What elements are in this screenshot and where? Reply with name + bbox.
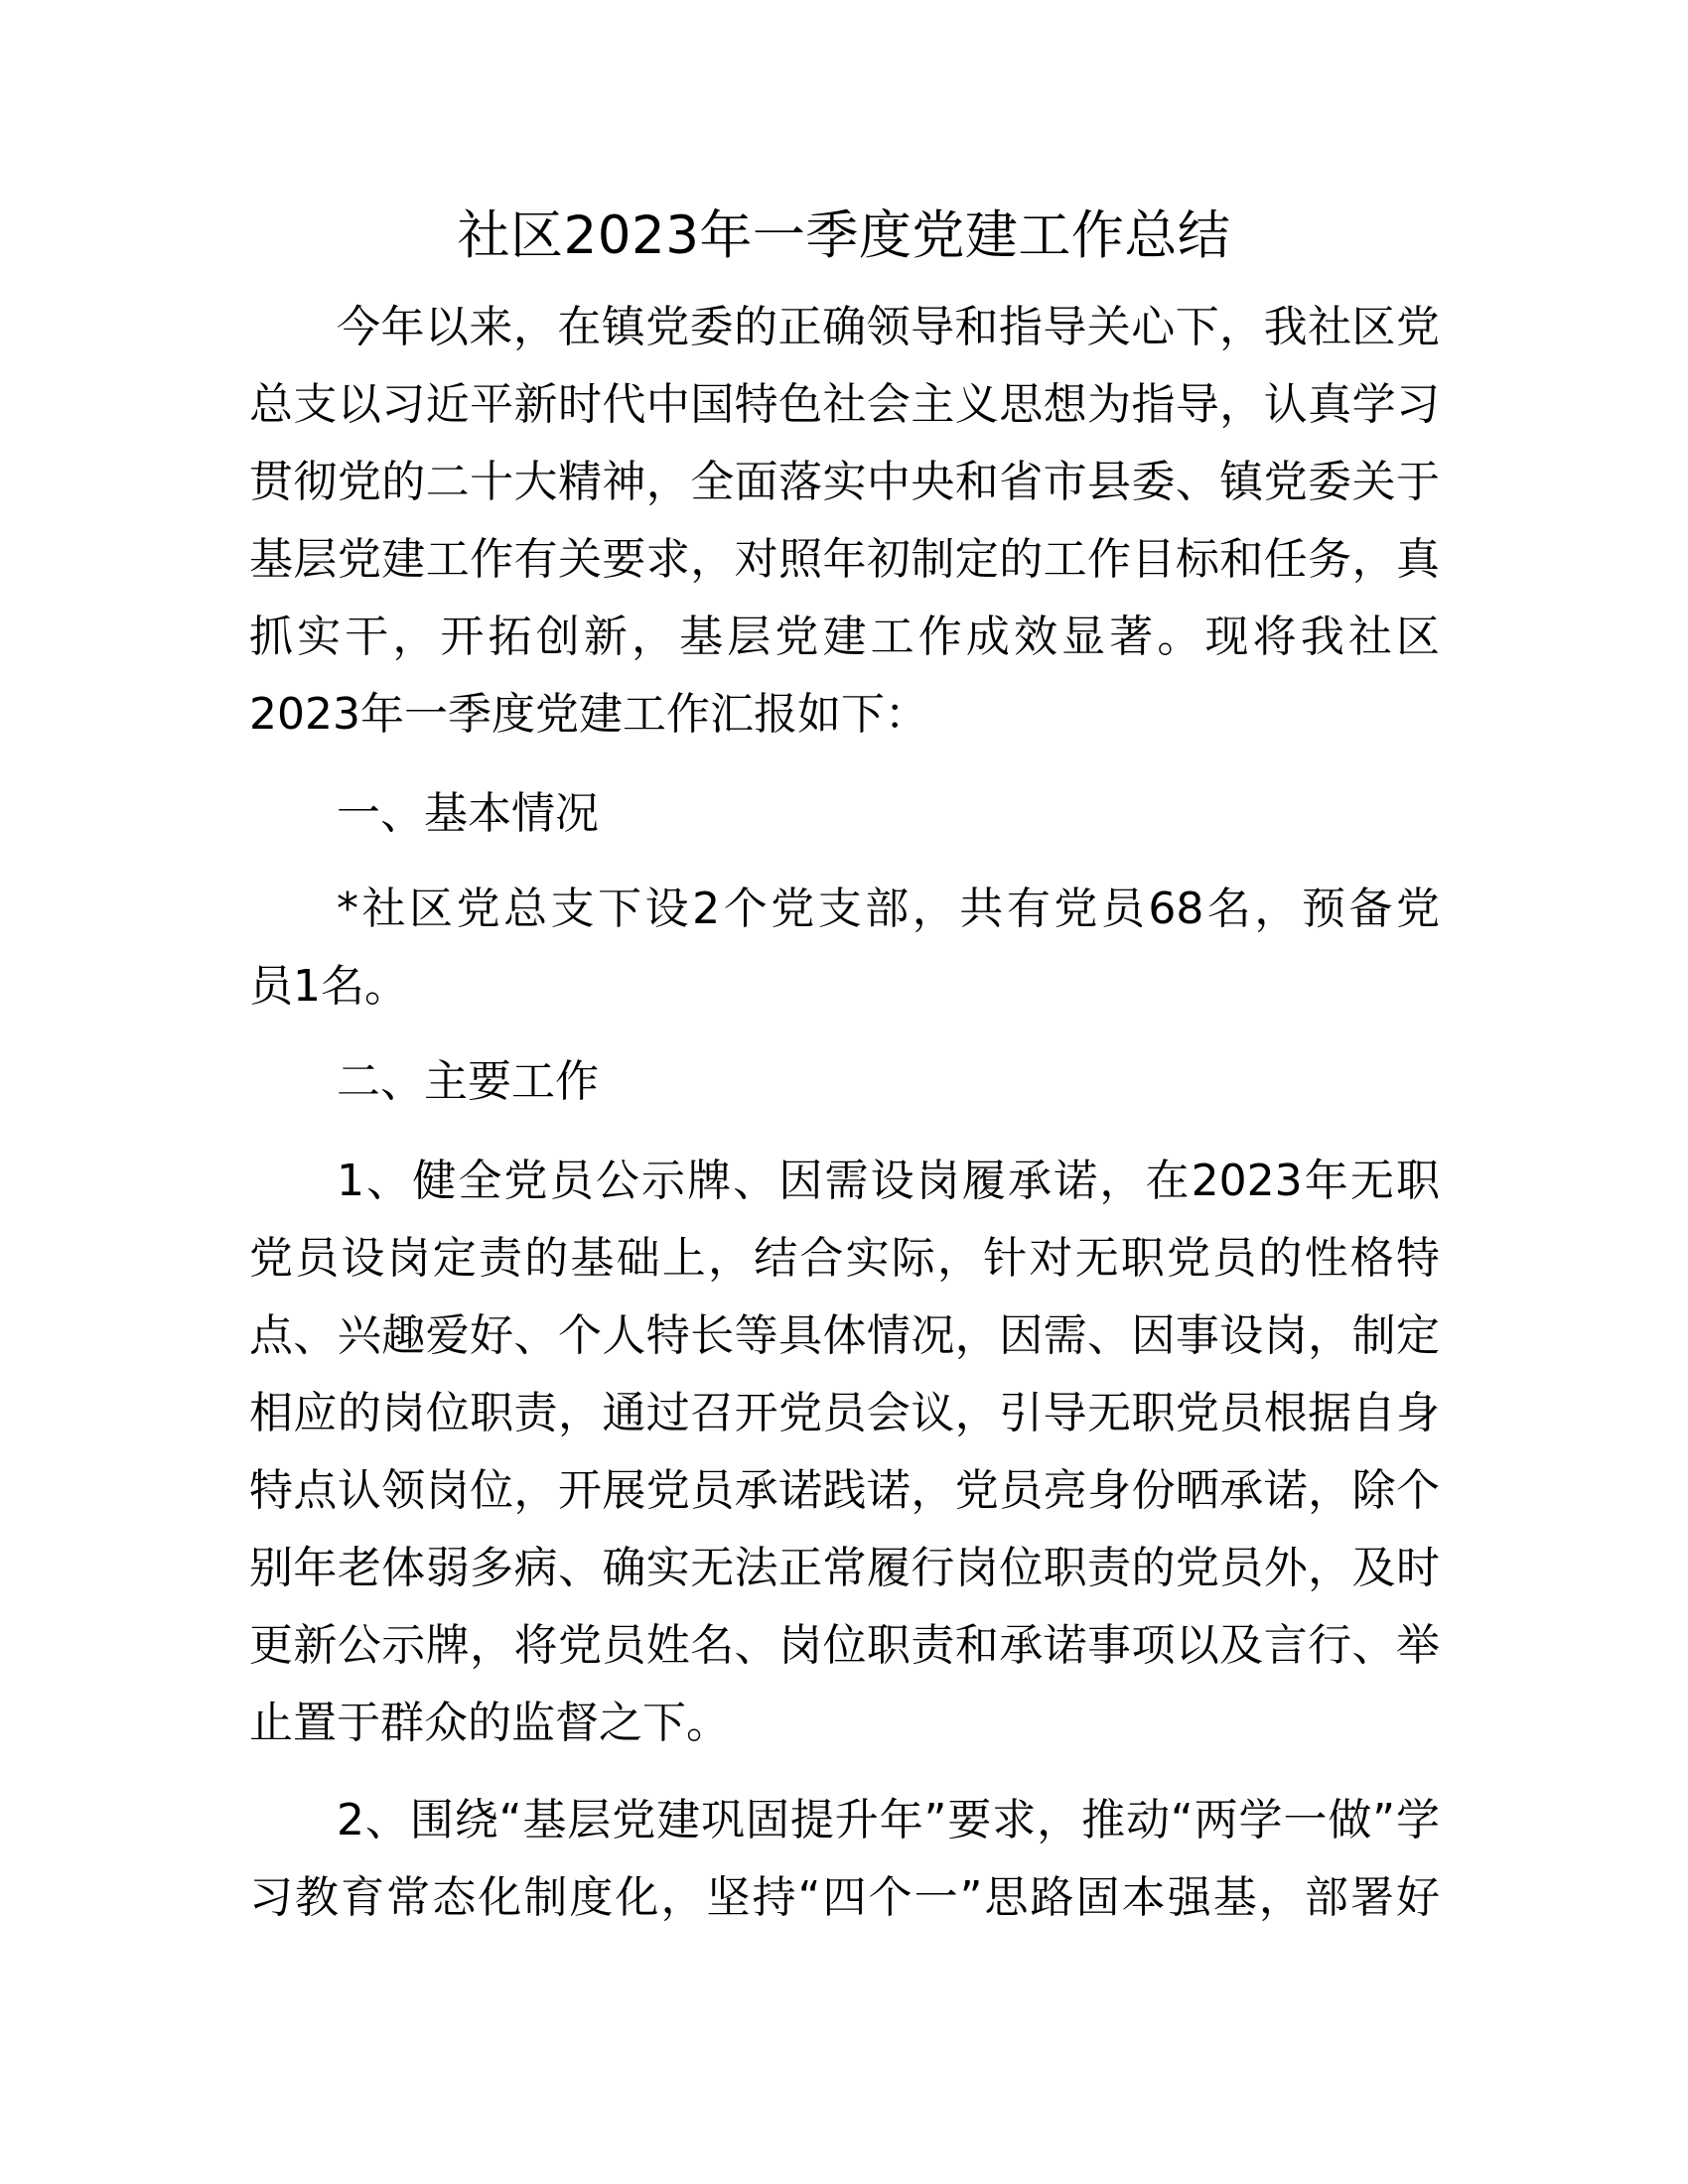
document-title: 社区2023年一季度党建工作总结: [457, 205, 1231, 266]
paragraph-line: 党员设岗定责的基础上，结合实际，针对无职党员的性格特: [249, 1233, 1440, 1284]
paragraph-line: 相应的岗位职责，通过召开党员会议，引导无职党员根据自身: [249, 1388, 1440, 1438]
paragraph-line: 更新公示牌，将党员姓名、岗位职责和承诺事项以及言行、举: [249, 1620, 1440, 1671]
paragraph-line: 别年老体弱多病、确实无法正常履行岗位职责的党员外，及时: [249, 1543, 1440, 1593]
paragraph-line: 止置于群众的监督之下。: [249, 1698, 730, 1748]
paragraph-line: 1、健全党员公示牌、因需设岗履承诺，在2023年无职: [337, 1156, 1440, 1206]
paragraph-line: 特点认领岗位，开展党员承诺践诺，党员亮身份晒承诺，除个: [249, 1465, 1440, 1516]
paragraph-line: 习教育常态化制度化，坚持“四个一”思路固本强基，部署好: [249, 1872, 1440, 1923]
paragraph-line: 抓实干，开拓创新，基层党建工作成效显著。现将我社区: [249, 612, 1440, 662]
paragraph-line: 2、围绕“基层党建巩固提升年”要求，推动“两学一做”学: [337, 1795, 1440, 1845]
paragraph-line: 基层党建工作有关要求，对照年初制定的工作目标和任务，真: [249, 534, 1440, 585]
paragraph-line: *社区党总支下设2个党支部，共有党员68名，预备党: [337, 884, 1440, 934]
section-heading: 二、主要工作: [337, 1056, 599, 1107]
paragraph-line: 员1名。: [249, 961, 408, 1012]
paragraph-line: 2023年一季度党建工作汇报如下：: [249, 689, 928, 740]
paragraph-line: 点、兴趣爱好、个人特长等具体情况，因需、因事设岗，制定: [249, 1310, 1440, 1361]
paragraph-line: 总支以习近平新时代中国特色社会主义思想为指导，认真学习: [249, 379, 1440, 430]
paragraph-line: 今年以来，在镇党委的正确领导和指导关心下，我社区党: [337, 302, 1440, 352]
paragraph-line: 贯彻党的二十大精神，全面落实中央和省市县委、镇党委关于: [249, 457, 1440, 507]
section-heading: 一、基本情况: [337, 788, 599, 839]
